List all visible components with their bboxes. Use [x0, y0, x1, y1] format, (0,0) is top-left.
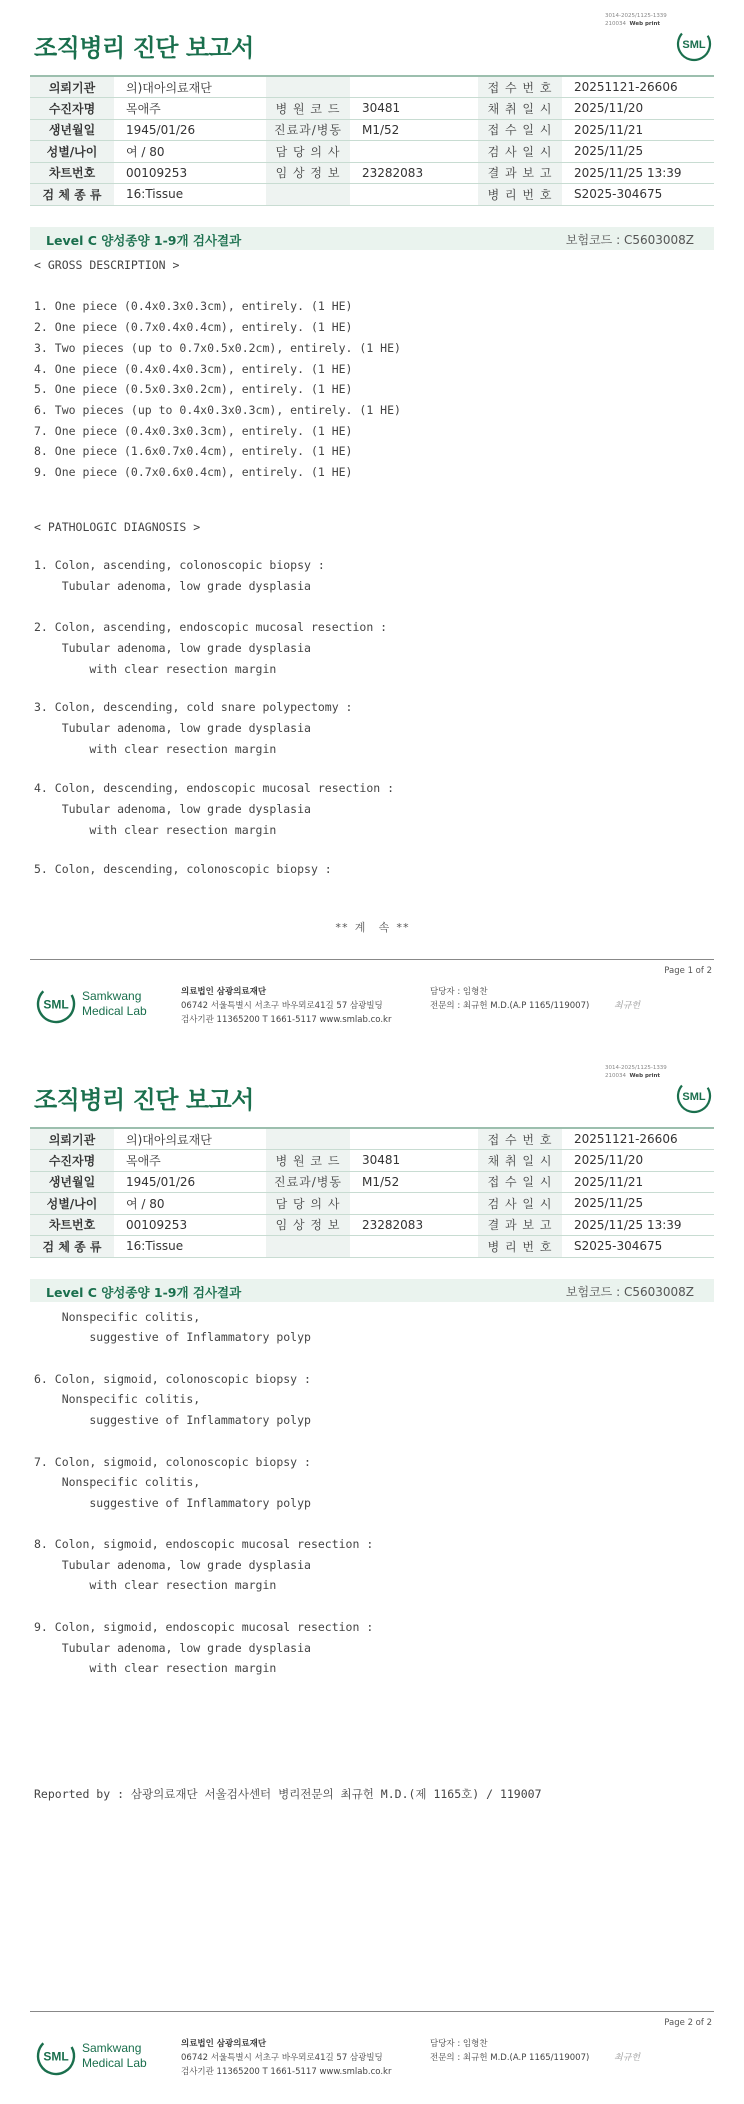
info-value: 2025/11/21 — [562, 1171, 714, 1193]
patient-info-row — [30, 1171, 714, 1193]
info-value: 23282083 — [350, 162, 478, 184]
report-line: 8. Colon, sigmoid, endoscopic mucosal resection : — [34, 1537, 374, 1551]
info-value: 16:Tissue — [114, 184, 266, 206]
info-value: 여 / 80 — [114, 1193, 266, 1215]
report-line: < GROSS DESCRIPTION > — [34, 258, 180, 272]
footer-org-info — [181, 2037, 391, 2079]
test-title: Level C 양성종양 1-9개 검사결과 — [46, 233, 242, 248]
info-label: 채 취 일 시 — [478, 1150, 562, 1172]
svg-text:SML: SML — [43, 997, 69, 1012]
report-line: Nonspecific colitis, — [34, 1392, 201, 1406]
footer-org-name: 의료법인 삼광의료재단 — [181, 987, 267, 997]
report-line: suggestive of Inflammatory polyp — [34, 1413, 311, 1427]
page-number: Page 1 of 2 — [664, 966, 712, 976]
footer-staff — [430, 2037, 589, 2065]
insurance-code: 보험코드 : C5603008Z — [565, 233, 694, 247]
report-line: Nonspecific colitis, — [34, 1310, 201, 1324]
footer-specialist: 전문의 : 최규헌 M.D.(A.P 1165/119007) — [430, 2053, 590, 2063]
info-label — [266, 1128, 350, 1150]
report-line: suggestive of Inflammatory polyp — [34, 1330, 311, 1344]
info-label: 진료과/병동 — [266, 119, 350, 141]
info-value: 목애주 — [114, 98, 266, 120]
info-value — [350, 1128, 478, 1150]
info-label: 병 원 코 드 — [266, 1150, 350, 1172]
report-line: < PATHOLOGIC DIAGNOSIS > — [34, 520, 201, 534]
info-value: M1/52 — [350, 1171, 478, 1193]
svg-text:Samkwang: Samkwang — [82, 989, 142, 1003]
report-line: with clear resection margin — [34, 742, 277, 756]
report-line: with clear resection margin — [34, 1578, 277, 1592]
print-stamp-id: 3014-2025/1125-1339 — [605, 1065, 667, 1071]
report-line: 7. One piece (0.4x0.3x0.3cm), entirely. (1 HE) — [34, 424, 353, 438]
footer-org-name: 의료법인 삼광의료재단 — [181, 2039, 267, 2049]
patient-info-row — [30, 119, 714, 141]
info-value: S2025-304675 — [562, 184, 714, 206]
patient-info-table — [30, 75, 714, 206]
report-line: 8. One piece (1.6x0.7x0.4cm), entirely. (1 HE) — [34, 444, 353, 458]
footer-address: 06742 서울특별시 서초구 바우뫼로41길 57 삼광빌딩 — [181, 1001, 383, 1011]
info-label: 접 수 번 호 — [478, 76, 562, 98]
info-label — [266, 184, 350, 206]
info-value — [350, 184, 478, 206]
report-line: suggestive of Inflammatory polyp — [34, 1496, 311, 1510]
info-value: 2025/11/21 — [562, 119, 714, 141]
info-label: 성별/나이 — [30, 141, 114, 163]
info-label: 병 리 번 호 — [478, 184, 562, 206]
report-line: 2. One piece (0.7x0.4x0.4cm), entirely. (1 HE) — [34, 320, 353, 334]
patient-info-row — [30, 1236, 714, 1258]
info-label: 생년월일 — [30, 1171, 114, 1193]
patient-info-row — [30, 162, 714, 184]
signature: 최규헌 — [614, 2053, 641, 2063]
footer-staff-name: 담당자 : 임형찬 — [430, 2039, 488, 2049]
info-value: 의)대아의료재단 — [114, 1128, 266, 1150]
report-line: Nonspecific colitis, — [34, 1475, 201, 1489]
print-stamp — [605, 12, 667, 28]
info-label: 검 사 일 시 — [478, 141, 562, 163]
info-value: 30481 — [350, 1150, 478, 1172]
info-value: 20251121-26606 — [562, 76, 714, 98]
report-line: 1. One piece (0.4x0.3x0.3cm), entirely. (1 HE) — [34, 299, 353, 313]
footer-staff — [430, 985, 589, 1013]
report-title: 조직병리 진단 보고서 — [34, 1086, 254, 1114]
info-value — [350, 141, 478, 163]
footer-address: 06742 서울특별시 서초구 바우뫼로41길 57 삼광빌딩 — [181, 2053, 383, 2063]
info-value: S2025-304675 — [562, 1236, 714, 1258]
info-value — [350, 1236, 478, 1258]
report-title: 조직병리 진단 보고서 — [34, 34, 254, 62]
info-label: 담 당 의 사 — [266, 1193, 350, 1215]
report-line: 9. One piece (0.7x0.6x0.4cm), entirely. (1 HE) — [34, 465, 353, 479]
report-line: Tubular adenoma, low grade dysplasia — [34, 721, 311, 735]
info-value: 2025/11/25 — [562, 141, 714, 163]
info-value: 00109253 — [114, 162, 266, 184]
info-label: 차트번호 — [30, 162, 114, 184]
info-label: 임 상 정 보 — [266, 162, 350, 184]
report-line: Tubular adenoma, low grade dysplasia — [34, 579, 311, 593]
patient-info-row — [30, 1150, 714, 1172]
samkwang-logo-icon — [36, 2034, 166, 2078]
info-label: 의뢰기관 — [30, 76, 114, 98]
info-label: 수진자명 — [30, 98, 114, 120]
footer-contact: 검사기관 11365200 T 1661-5117 www.smlab.co.kr — [181, 1015, 392, 1025]
info-label: 성별/나이 — [30, 1193, 114, 1215]
info-value: 20251121-26606 — [562, 1128, 714, 1150]
info-value: 의)대아의료재단 — [114, 76, 266, 98]
patient-info-row — [30, 1128, 714, 1150]
report-line: 6. Colon, sigmoid, colonoscopic biopsy : — [34, 1372, 311, 1386]
continued-notice: ** 계 속 ** — [334, 921, 410, 934]
report-line: with clear resection margin — [34, 662, 277, 676]
info-label: 검 체 종 류 — [30, 1236, 114, 1258]
report-line: Tubular adenoma, low grade dysplasia — [34, 1558, 311, 1572]
print-stamp-code: 210034 — [605, 21, 626, 27]
footer-specialist: 전문의 : 최규헌 M.D.(A.P 1165/119007) — [430, 1001, 590, 1011]
info-label: 의뢰기관 — [30, 1128, 114, 1150]
report-line: 4. Colon, descending, endoscopic mucosal resection : — [34, 781, 395, 795]
info-label: 생년월일 — [30, 119, 114, 141]
info-value: 목애주 — [114, 1150, 266, 1172]
info-value — [350, 76, 478, 98]
patient-info-table — [30, 1127, 714, 1258]
info-value: 2025/11/20 — [562, 98, 714, 120]
patient-info-row — [30, 141, 714, 163]
svg-text:Samkwang: Samkwang — [82, 2041, 142, 2055]
footer-divider — [30, 2011, 714, 2012]
report-line: 3. Two pieces (up to 0.7x0.5x0.2cm), entirely. (1 HE) — [34, 341, 401, 355]
report-line: 9. Colon, sigmoid, endoscopic mucosal resection : — [34, 1620, 374, 1634]
svg-text:Medical Lab: Medical Lab — [82, 1004, 147, 1018]
info-value: 00109253 — [114, 1214, 266, 1236]
info-value: 2025/11/25 — [562, 1193, 714, 1215]
info-value: M1/52 — [350, 119, 478, 141]
page-number: Page 2 of 2 — [664, 2018, 712, 2028]
patient-info-row — [30, 1214, 714, 1236]
info-value: 1945/01/26 — [114, 1171, 266, 1193]
info-label: 접 수 일 시 — [478, 1171, 562, 1193]
info-value: 30481 — [350, 98, 478, 120]
info-label: 접 수 번 호 — [478, 1128, 562, 1150]
report-line: Tubular adenoma, low grade dysplasia — [34, 641, 311, 655]
footer-org-info — [181, 985, 391, 1027]
report-line: with clear resection margin — [34, 1661, 277, 1675]
svg-text:SML: SML — [682, 1091, 706, 1103]
sml-logo-icon — [676, 26, 712, 62]
info-value: 2025/11/25 13:39 — [562, 162, 714, 184]
info-label: 접 수 일 시 — [478, 119, 562, 141]
samkwang-logo-icon — [36, 982, 166, 1026]
info-label — [266, 1236, 350, 1258]
footer-staff-name: 담당자 : 임형찬 — [430, 987, 488, 997]
report-line: 1. Colon, ascending, colonoscopic biopsy : — [34, 558, 325, 572]
info-value: 1945/01/26 — [114, 119, 266, 141]
info-label — [266, 76, 350, 98]
patient-info-row — [30, 1193, 714, 1215]
report-line: 4. One piece (0.4x0.4x0.3cm), entirely. (1 HE) — [34, 362, 353, 376]
info-label: 결 과 보 고 — [478, 162, 562, 184]
info-label: 병 원 코 드 — [266, 98, 350, 120]
signature: 최규헌 — [614, 1001, 641, 1011]
patient-info-row — [30, 98, 714, 120]
info-label: 검 체 종 류 — [30, 184, 114, 206]
info-label: 수진자명 — [30, 1150, 114, 1172]
report-page-2 — [0, 1052, 744, 2104]
report-line: 7. Colon, sigmoid, colonoscopic biopsy : — [34, 1455, 311, 1469]
footer-contact: 검사기관 11365200 T 1661-5117 www.smlab.co.kr — [181, 2067, 392, 2077]
info-label: 채 취 일 시 — [478, 98, 562, 120]
info-value: 2025/11/20 — [562, 1150, 714, 1172]
patient-info-row — [30, 76, 714, 98]
insurance-code: 보험코드 : C5603008Z — [565, 1285, 694, 1299]
web-print-label: Web print — [629, 21, 661, 27]
report-line: 3. Colon, descending, cold snare polypectomy : — [34, 700, 353, 714]
test-title-bar — [30, 1279, 714, 1302]
report-line: with clear resection margin — [34, 823, 277, 837]
report-line: 5. Colon, descending, colonoscopic biopsy : — [34, 862, 332, 876]
svg-text:SML: SML — [682, 39, 706, 51]
svg-text:SML: SML — [43, 2049, 69, 2064]
info-value — [350, 1193, 478, 1215]
info-label: 병 리 번 호 — [478, 1236, 562, 1258]
info-value: 여 / 80 — [114, 141, 266, 163]
report-line: Tubular adenoma, low grade dysplasia — [34, 1641, 311, 1655]
print-stamp-code: 210034 — [605, 1073, 626, 1079]
svg-text:Medical Lab: Medical Lab — [82, 2056, 147, 2070]
print-stamp-id: 3014-2025/1125-1339 — [605, 13, 667, 19]
web-print-label: Web print — [629, 1073, 661, 1079]
report-line: Reported by : 삼광의료재단 서울검사센터 병리전문의 최규헌 M.D.(제 1165호) / 119007 — [34, 1787, 542, 1801]
report-line: Tubular adenoma, low grade dysplasia — [34, 802, 311, 816]
footer-divider — [30, 959, 714, 960]
print-stamp — [605, 1064, 667, 1080]
info-label: 검 사 일 시 — [478, 1193, 562, 1215]
info-label: 임 상 정 보 — [266, 1214, 350, 1236]
patient-info-row — [30, 184, 714, 206]
report-line: 6. Two pieces (up to 0.4x0.3x0.3cm), entirely. (1 HE) — [34, 403, 401, 417]
info-label: 담 당 의 사 — [266, 141, 350, 163]
sml-logo-icon — [676, 1078, 712, 1114]
info-value: 16:Tissue — [114, 1236, 266, 1258]
report-line: 5. One piece (0.5x0.3x0.2cm), entirely. (1 HE) — [34, 382, 353, 396]
info-value: 2025/11/25 13:39 — [562, 1214, 714, 1236]
test-title: Level C 양성종양 1-9개 검사결과 — [46, 1285, 242, 1300]
info-label: 결 과 보 고 — [478, 1214, 562, 1236]
info-label: 진료과/병동 — [266, 1171, 350, 1193]
info-value: 23282083 — [350, 1214, 478, 1236]
report-line: 2. Colon, ascending, endoscopic mucosal resection : — [34, 620, 388, 634]
test-title-bar — [30, 227, 714, 250]
info-label: 차트번호 — [30, 1214, 114, 1236]
